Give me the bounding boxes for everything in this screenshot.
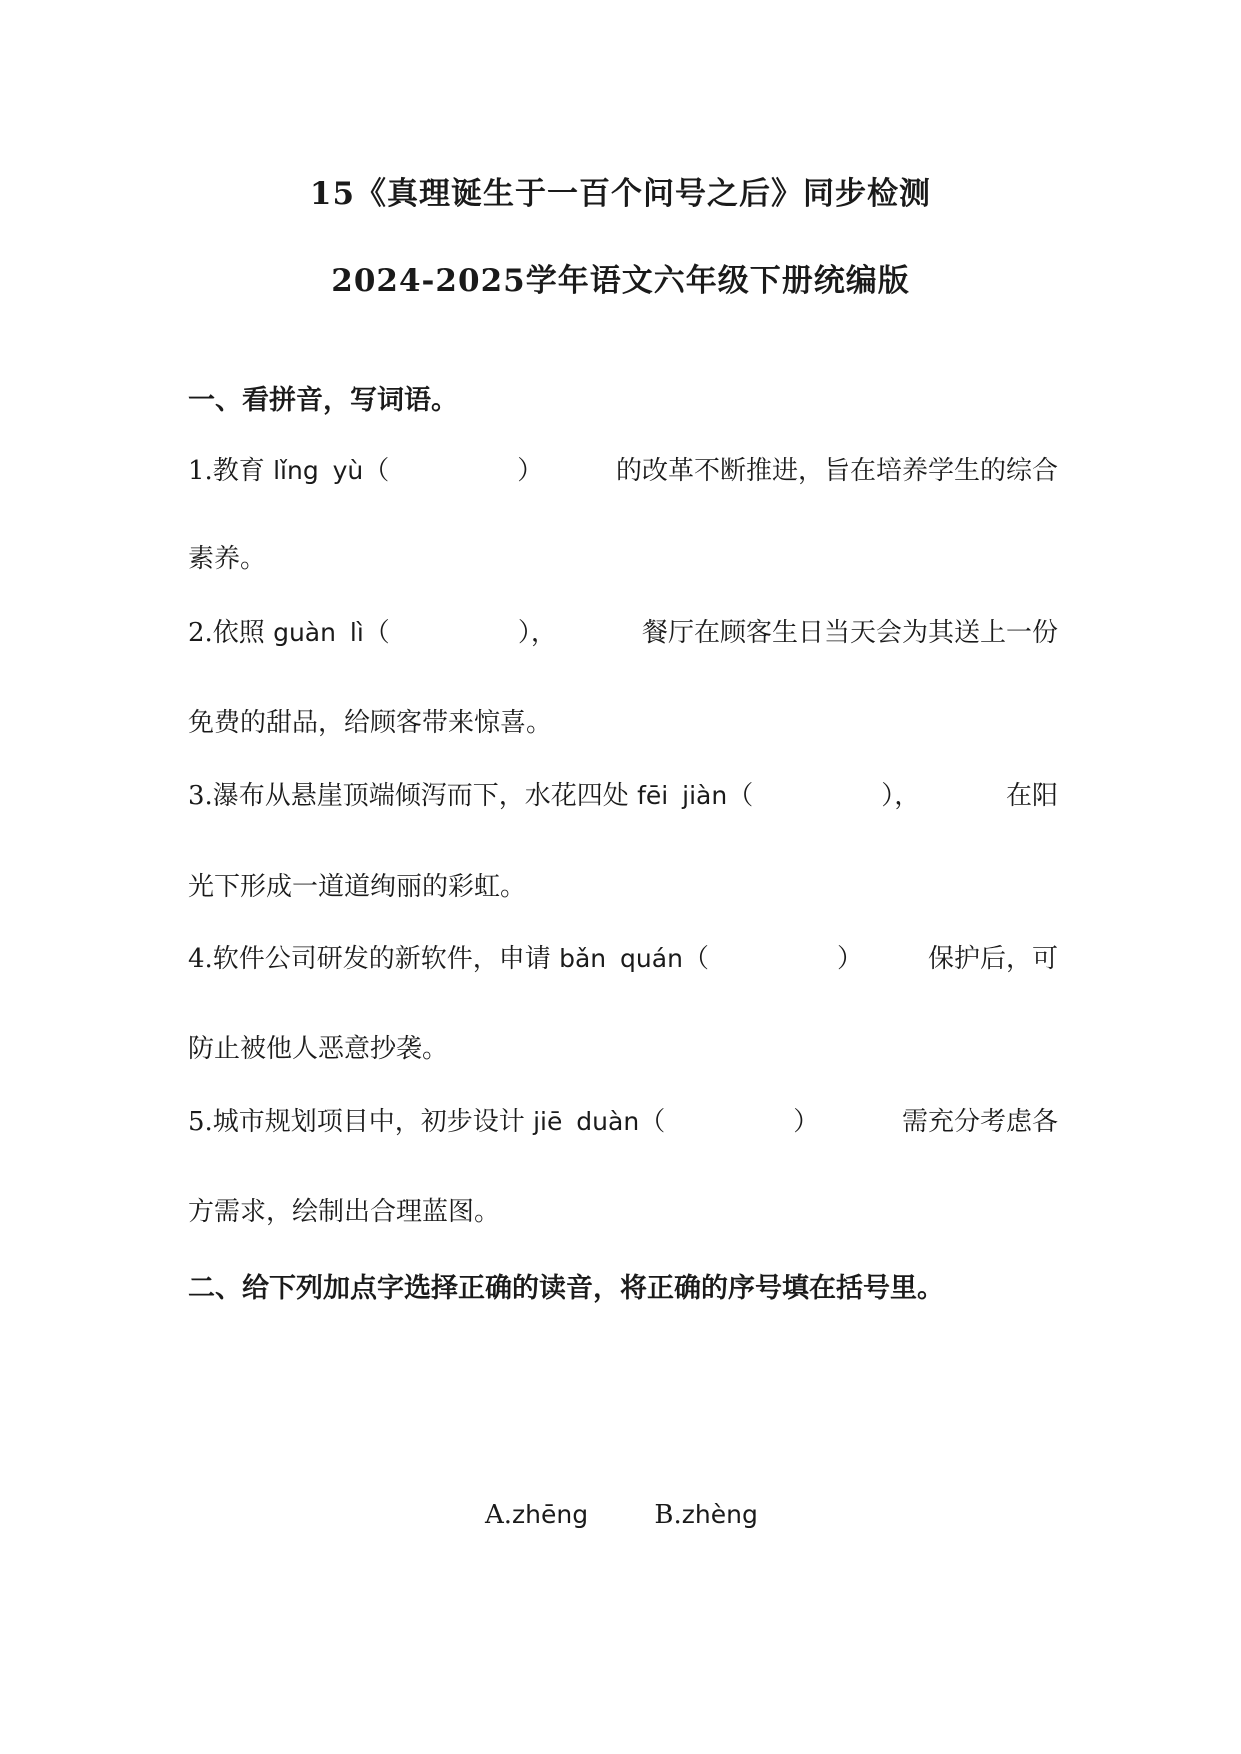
question-3-close-paren: ），	[881, 781, 921, 811]
question-2-answer-blank[interactable]	[390, 620, 518, 648]
question-5-answer-blank[interactable]	[665, 1109, 793, 1137]
option-b	[654, 1500, 757, 1530]
option-a-reading: zhēng	[512, 1500, 589, 1529]
question-1-line-2: 素养。	[188, 544, 267, 574]
question-4-prefix: 4.软件公司研发的新软件，申请	[188, 944, 560, 974]
question-1-line-1	[188, 450, 1058, 487]
question-5-suffix: 需充分考虑各	[901, 1107, 1058, 1137]
section-2-heading: 二、给下列加点字选择正确的读音，将正确的序号填在括号里。	[188, 1273, 944, 1304]
question-4-pinyin: bǎn quán	[559, 944, 683, 973]
section-1-heading: 一、看拼音，写词语。	[188, 385, 458, 416]
question-4-suffix: 保护后，可	[927, 944, 1058, 974]
question-2-open-paren: （	[363, 618, 390, 648]
question-3-pinyin: fēi jiàn	[637, 781, 728, 810]
question-3-suffix: 在阳	[1005, 781, 1058, 811]
option-a	[485, 1500, 588, 1530]
question-3-open-paren: （	[727, 781, 754, 811]
question-1-prefix: 1.教育	[188, 456, 274, 486]
question-2-line-2: 免费的甜品，给顾客带来惊喜。	[188, 708, 553, 738]
page-title: 15《真理诞生于一百个问号之后》同步检测	[309, 176, 932, 212]
reading-options	[485, 1500, 816, 1530]
question-5-open-paren: （	[639, 1107, 666, 1137]
question-5-line-2: 方需求，绘制出合理蓝图。	[188, 1197, 501, 1227]
question-2-pinyin: guàn lì	[273, 618, 364, 647]
question-5-line-1	[188, 1101, 1058, 1138]
question-5-prefix: 5.城市规划项目中，初步设计	[188, 1107, 534, 1137]
question-4-answer-blank[interactable]	[709, 946, 837, 974]
question-1-close-paren: ）	[517, 456, 544, 486]
question-1-answer-blank[interactable]	[389, 458, 517, 486]
question-4-open-paren: （	[682, 944, 709, 974]
question-1-pinyin: lǐng yù	[273, 456, 364, 485]
question-2-line-1	[188, 612, 1058, 649]
question-1-open-paren: （	[363, 456, 390, 486]
question-2-close-paren: ），	[517, 618, 557, 648]
question-3-line-2: 光下形成一道道绚丽的彩虹。	[188, 872, 527, 902]
question-3-line-1	[188, 775, 1058, 812]
question-2-prefix: 2.依照	[188, 618, 274, 648]
option-b-label: B.	[654, 1500, 682, 1530]
question-5-pinyin: jiē duàn	[533, 1107, 640, 1136]
question-4-line-1	[188, 938, 1058, 975]
option-b-reading: zhèng	[681, 1500, 758, 1529]
page-subtitle: 2024-2025学年语文六年级下册统编版	[331, 263, 910, 299]
question-4-line-2: 防止被他人恶意抄袭。	[188, 1034, 449, 1064]
question-5-close-paren: ）	[793, 1107, 820, 1137]
question-4-close-paren: ）	[836, 944, 863, 974]
question-1-suffix: 的改革不断推进，旨在培养学生的综合	[615, 456, 1058, 486]
question-3-prefix: 3.瀑布从悬崖顶端倾泻而下，水花四处	[188, 781, 638, 811]
question-3-answer-blank[interactable]	[753, 783, 881, 811]
question-2-suffix: 餐厅在顾客生日当天会为其送上一份	[641, 618, 1058, 648]
option-a-label: A.	[485, 1500, 513, 1530]
